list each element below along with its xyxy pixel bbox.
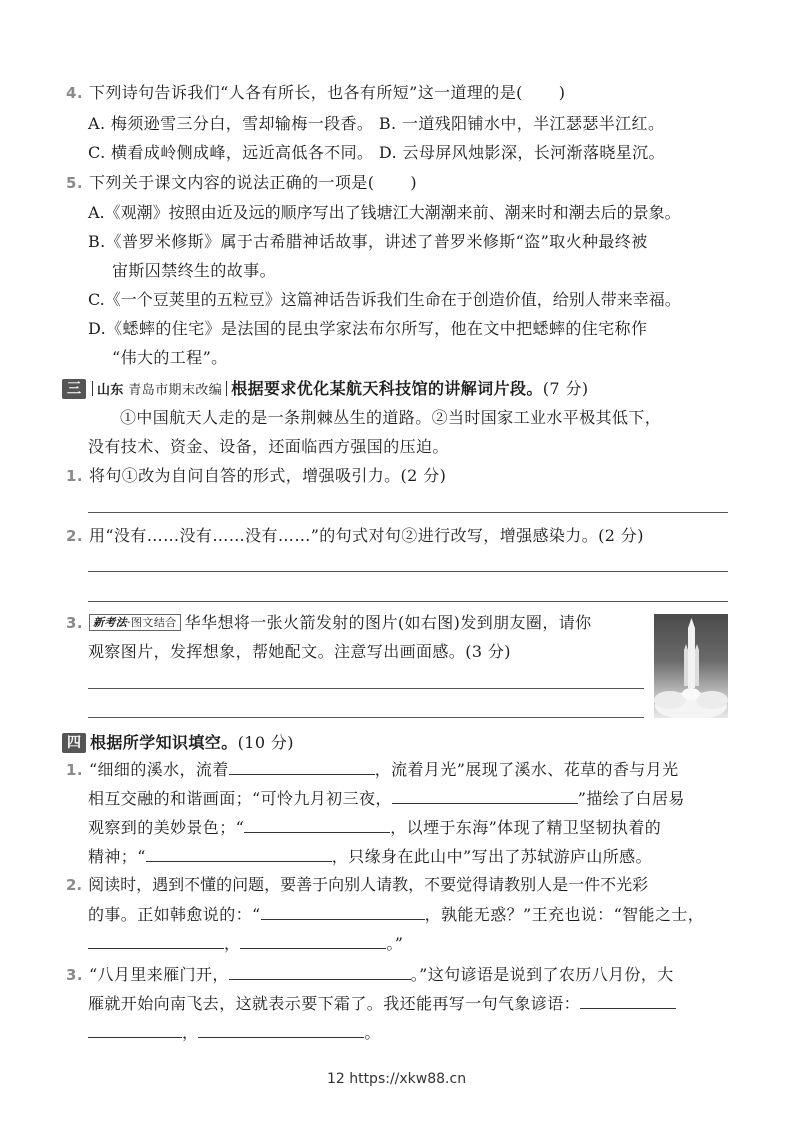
section-three-score: (7 分)	[542, 379, 589, 398]
new-method-tag: 新考法·图文结合	[89, 614, 181, 631]
sec4-q1-line3: 观察到的美妙景色；“ ，以堙于东海”体现了精卫坚韧执着的	[88, 818, 662, 837]
q5-option-d-cont: “伟大的工程”。	[112, 348, 228, 367]
section-three-title: 根据要求优化某航天科技馆的讲解词片段。	[231, 379, 543, 398]
divider	[92, 381, 93, 396]
q5-number: 5.	[66, 174, 83, 192]
sec3-q3: 3. 新考法·图文结合 华华想将一张火箭发射的图片(如右图)发到朋友圈，请你	[66, 613, 592, 632]
fill-blank[interactable]	[261, 903, 425, 920]
q5-option-b: B.《普罗米修斯》属于古希腊神话故事，讲述了普罗米修斯“盗”取火种最终被	[88, 232, 648, 251]
sec3-q2: 2. 用“没有……没有……没有……”的句式对句②进行改写，增强感染力。(2 分)	[66, 526, 644, 545]
fill-blank[interactable]	[244, 816, 390, 833]
sec3-q3-cont: 观察图片，发挥想象，帮她配文。注意写出画面感。(3 分)	[88, 642, 511, 661]
section-four-title: 根据所学知识填空。	[90, 733, 238, 752]
answer-line[interactable]	[88, 571, 728, 572]
fill-blank[interactable]	[146, 845, 332, 862]
passage-line: ①中国航天人走的是一条荆棘丛生的道路。②当时国家工业水平极其低下，	[120, 408, 662, 427]
sec4-q1-line4: 精神；“ ，只缘身在此山中”写出了苏轼游庐山所感。	[88, 847, 652, 866]
page-footer: 12 https://xkw88.cn	[326, 1071, 467, 1087]
passage-line: 没有技术、资金、设备，还面临西方强国的压迫。	[88, 437, 449, 456]
sec3-q1: 1. 将句①改为自问自答的形式，增强吸引力。(2 分)	[66, 466, 447, 485]
section-four-score: (10 分)	[237, 733, 294, 752]
q4-option-line: A. 梅须逊雪三分白，雪却输梅一段香。 B. 一道残阳铺水中，半江瑟瑟半江红。	[88, 114, 665, 133]
sec4-q2-line3: ， 。”	[88, 932, 403, 955]
answer-line[interactable]	[88, 601, 728, 602]
fill-blank[interactable]	[392, 787, 578, 804]
q5-option-b-cont: 宙斯囚禁终生的故事。	[112, 261, 277, 280]
q4-number: 4.	[66, 84, 83, 102]
q4-option-line: C. 横看成岭侧成峰，远近高低各不同。 D. 云母屏风烛影深，长河渐落晓星沉。	[88, 143, 665, 162]
fill-blank[interactable]	[88, 932, 224, 949]
divider	[226, 381, 227, 396]
answer-line[interactable]	[88, 688, 644, 689]
q5-option-a: A.《观潮》按照由近及远的顺序写出了钱塘江大潮潮来前、潮来时和潮去后的景象。	[88, 203, 681, 222]
fill-blank[interactable]	[229, 758, 375, 775]
sec4-q1-line2: 相互交融的和谐画面；“可怜九月初三夜， ”描绘了白居易	[88, 789, 685, 808]
q5-option-c: C.《一个豆荚里的五粒豆》这篇神话告诉我们生命在于创造价值，给别人带来幸福。	[88, 290, 681, 309]
fill-blank[interactable]	[240, 932, 386, 949]
fill-blank[interactable]	[580, 992, 676, 1009]
rocket-launch-image	[654, 614, 728, 718]
sec4-q2-line1: 2. 阅读时，遇到不懂的问题，要善于向别人请教，不要觉得请教别人是一件不光彩	[66, 875, 649, 894]
sec4-q3-line3: ， 。	[88, 1021, 381, 1044]
source-tag: 山东 青岛市期末改编	[97, 383, 223, 398]
sec4-q3-line1: 3. “八月里来雁门开， 。”这句谚语是说到了农历八月份，大	[66, 965, 674, 984]
section-three-icon: 三	[62, 379, 86, 399]
q4-stem: 4. 下列诗句告诉我们“人各有所长，也各有所短”这一道理的是( )	[66, 83, 566, 102]
q5-option-d: D.《蟋蟀的住宅》是法国的昆虫学家法布尔所写，他在文中把蟋蟀的住宅称作	[88, 319, 648, 338]
sec4-q2-line2: 的事。正如韩愈说的：“ ，孰能无惑？”王充也说：“智能之士，	[88, 905, 705, 924]
answer-line[interactable]	[88, 512, 728, 513]
section-four-header	[90, 732, 294, 754]
sec4-q3-line2: 雁就开始向南飞去，这就表示要下霜了。我还能再写一句气象谚语：	[88, 992, 676, 1015]
fill-blank[interactable]	[198, 1021, 364, 1038]
section-three-header	[88, 378, 589, 402]
section-four-icon: 四	[62, 733, 86, 753]
fill-blank[interactable]	[88, 1021, 182, 1038]
q5-stem: 5. 下列关于课文内容的说法正确的一项是( )	[66, 173, 418, 192]
sec4-q1-line1: 1. “细细的溪水，流着 ，流着月光”展现了溪水、花草的香与月光	[66, 760, 679, 779]
answer-line[interactable]	[88, 717, 644, 718]
fill-blank[interactable]	[229, 963, 411, 980]
